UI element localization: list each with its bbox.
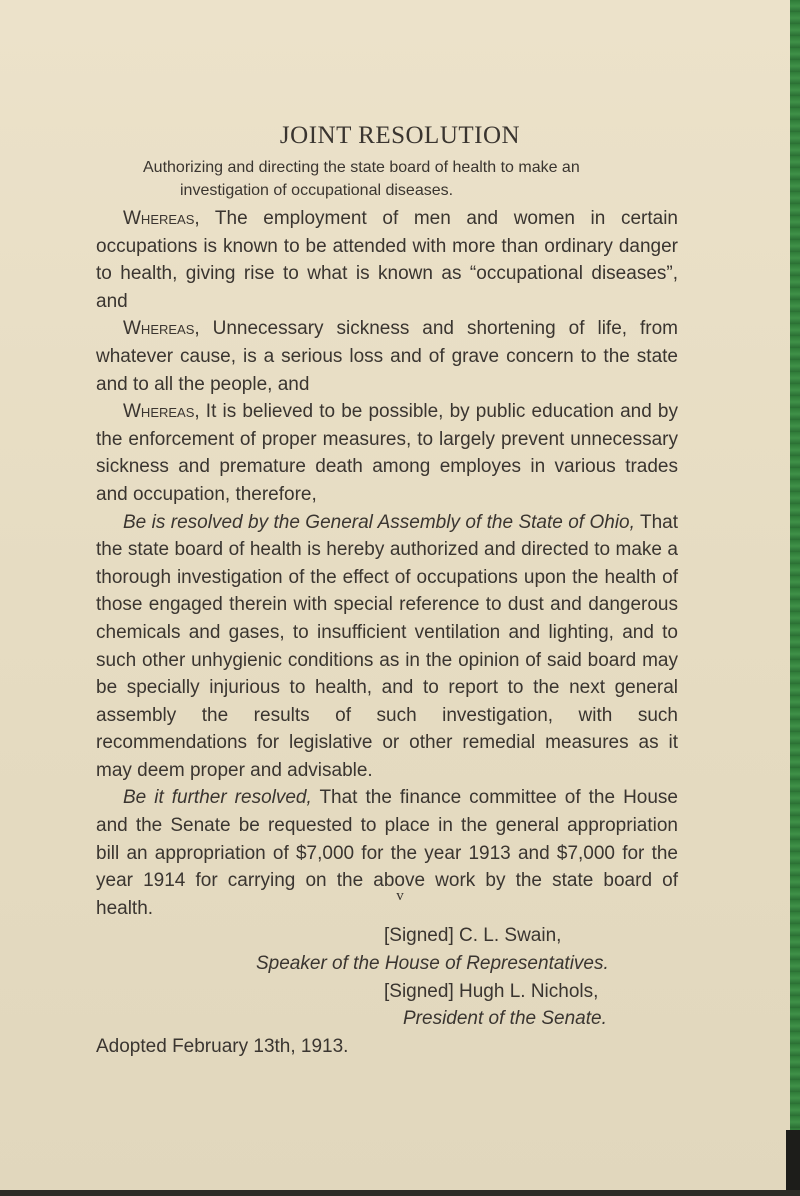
whereas-text: The employment of men and women in certain occupations is known to be attended with more than ordinary danger to health, giving rise to what is known as “occupational diseases”, and	[96, 208, 678, 312]
bottom-edge	[0, 1190, 800, 1196]
signature-speaker-name: [Signed] C. L. Swain,	[384, 925, 562, 947]
whereas-text: Unnecessary sickness and shortening of life, from whatever cause, is a serious loss and of grave concern to the state and to all the people, and	[96, 318, 678, 395]
signature-speaker	[96, 922, 678, 950]
signature-president	[96, 978, 678, 1006]
signature-speaker-title: Speaker of the House of Representatives.	[256, 953, 609, 975]
whereas-keyword: Whereas,	[123, 401, 200, 423]
whereas-keyword: Whereas,	[123, 318, 200, 340]
whereas-paragraph-1	[96, 205, 678, 315]
document-subtitle	[143, 156, 663, 202]
whereas-paragraph-2	[96, 315, 678, 398]
binding-edge-corner	[786, 1130, 800, 1196]
signature-president-title: President of the Senate.	[403, 1008, 607, 1030]
resolved-clause: Be it further resolved,	[123, 787, 312, 809]
subtitle-line-1: Authorizing and directing the state board of health to make an	[143, 159, 580, 176]
whereas-paragraph-3	[96, 398, 678, 508]
resolution-body	[96, 205, 678, 1060]
resolved-clause: Be is resolved by the General Assembly of the State of Ohio,	[123, 511, 635, 533]
whereas-keyword: Whereas,	[123, 208, 200, 229]
resolved-paragraph-1	[96, 509, 678, 785]
adoption-date: Adopted February 13th, 1913.	[96, 1035, 349, 1057]
binding-edge	[790, 0, 800, 1196]
subtitle-line-2: investigation of occupational diseases.	[180, 182, 454, 199]
page-number: v	[396, 888, 404, 904]
resolved-text: That the state board of health is hereby authorized and directed to make a thorough investigation of the effect of occupations upon the health of those engaged therein with special reference to dust and dangerous chemicals and gases, to insufficient ventilation and lighting, and to such other unhygienic conditions as in the opinion of said board may be specially injurious to health, and to report to the next general assembly the results of such investigation, with such recommendations for legislative or other remedial measures as it may deem proper and advisable.	[96, 511, 678, 781]
signature-president-name: [Signed] Hugh L. Nichols,	[384, 980, 599, 1002]
document-title: JOINT RESOLUTION	[279, 122, 521, 149]
resolved-text: That the finance committee of the House and the Senate be requested to place in the general appropriation bill an appropriation of $7,000 for the year 1913 and $7,000 for the year 1914 for carrying on the above work by the state board of health.	[96, 787, 678, 919]
whereas-text: It is believed to be possible, by public education and by the enforcement of proper measures, to largely prevent unnecessary sickness and premature death among employes in various trades and occupation, therefore,	[96, 401, 678, 505]
